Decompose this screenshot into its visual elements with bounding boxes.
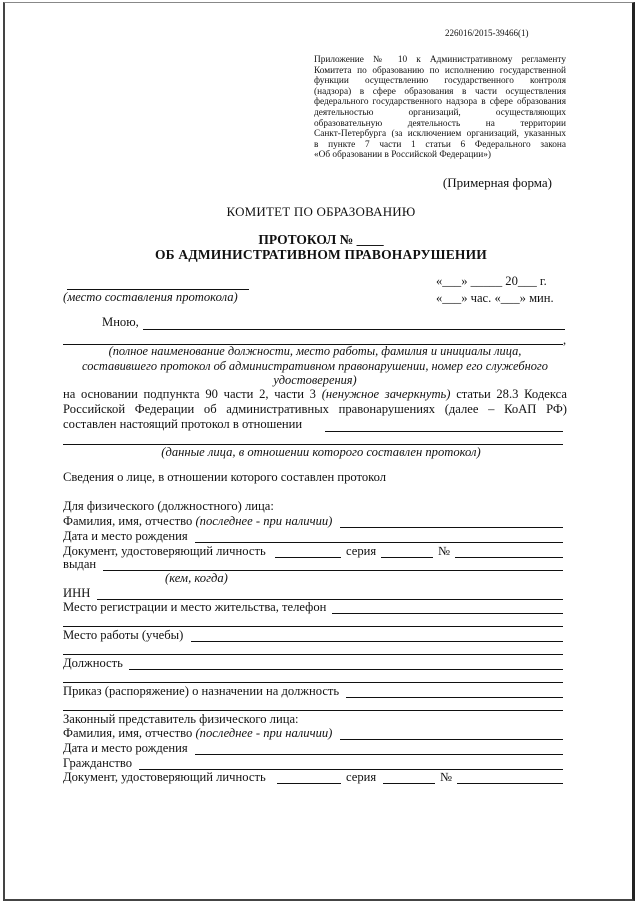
individual-heading: Для физического (должностного) лица:	[63, 499, 274, 513]
sample-form-label: (Примерная форма)	[442, 175, 552, 190]
work-field[interactable]	[191, 641, 563, 642]
series-label: серия	[346, 544, 377, 558]
date-field[interactable]: «___» _____ 20___ г.	[436, 274, 547, 288]
annex-line: деятельностью организаций, осуществляющих	[314, 107, 566, 118]
birth-field[interactable]	[195, 542, 563, 543]
work-field-line2[interactable]	[63, 654, 563, 655]
annex-reference	[314, 55, 566, 161]
position-field-line2[interactable]	[63, 682, 563, 683]
representative-heading: Законный представитель физического лица:	[63, 712, 299, 726]
series-field[interactable]	[381, 557, 433, 558]
rep-number-label: №	[440, 770, 453, 784]
basis-line-1: на основании подпункта 90 части 2, части 3 (ненужное зачеркнуть) статьи 28.3 Кодекса	[63, 387, 567, 401]
annex-line: Санкт-Петербурга (за исключением организаций, указанных	[314, 129, 566, 140]
rep-series-field[interactable]	[383, 783, 435, 784]
number-field[interactable]	[455, 557, 563, 558]
rep-birth-field[interactable]	[195, 754, 563, 755]
official-caption	[63, 344, 567, 388]
protocol-title: ПРОТОКОЛ № ____	[258, 232, 384, 247]
rep-number-field[interactable]	[457, 783, 563, 784]
birth-label: Дата и место рождения	[63, 529, 188, 543]
caption-line: удостоверения)	[273, 373, 357, 387]
caption-line: составившего протокол об административном правонарушении, номер его служебного	[82, 358, 548, 373]
annex-line: федерального государственного надзора в сфере образования	[314, 97, 566, 108]
annex-line: (надзора) в сфере образования в части осуществления	[314, 86, 566, 97]
registration-field[interactable]	[332, 613, 563, 614]
issued-caption: (кем, когда)	[165, 571, 228, 585]
info-heading: Сведения о лице, в отношении которого составлен протокол	[63, 470, 387, 484]
rep-document-type-field[interactable]	[277, 783, 341, 784]
annex-line: функции осуществлению государственного контроля	[314, 76, 566, 87]
rep-series-label: серия	[346, 770, 377, 784]
caption-line: (полное наименование должности, место работы, фамилия и инициалы лица,	[108, 344, 522, 358]
basis-line-2: Российской Федерации об административных правонарушениях (далее – КоАП РФ)	[63, 402, 567, 416]
position-field[interactable]	[129, 669, 563, 670]
place-caption: (место составления протокола)	[63, 290, 238, 304]
annex-line: Приложение № 10 к Административному регламенту	[314, 55, 566, 65]
registration-label: Место регистрации и место жительства, телефон	[63, 600, 327, 614]
annex-line: в пункте 7 части 1 статьи 6 Федерального закона	[314, 139, 566, 150]
rep-fio-field[interactable]	[340, 739, 563, 740]
number-label: №	[438, 544, 451, 558]
rep-fio-label: Фамилия, имя, отчество (последнее - при наличии)	[63, 726, 333, 740]
document-label: Документ, удостоверяющий личность	[63, 544, 266, 558]
fio-label: Фамилия, имя, отчество (последнее - при наличии)	[63, 514, 333, 528]
by-me-label: Мною,	[102, 315, 139, 329]
basis-line-3: составлен настоящий протокол в отношении	[63, 417, 303, 431]
annex-line: Комитета по образованию по исполнению государственной	[314, 65, 566, 76]
protocol-subject: ОБ АДМИНИСТРАТИВНОМ ПРАВОНАРУШЕНИИ	[154, 247, 488, 262]
committee-name: КОМИТЕТ ПО ОБРАЗОВАНИЮ	[226, 204, 416, 219]
person-caption: (данные лица, в отношении которого составлен протокол)	[161, 445, 481, 459]
inn-label: ИНН	[63, 586, 91, 600]
order-field[interactable]	[346, 697, 563, 698]
comma: ,	[563, 333, 567, 347]
order-field-line2[interactable]	[63, 710, 563, 711]
official-field[interactable]	[143, 329, 565, 330]
document-type-field[interactable]	[275, 557, 341, 558]
work-label: Место работы (учебы)	[63, 628, 184, 642]
position-label: Должность	[63, 656, 123, 670]
annex-line: образовательную деятельность на территории	[314, 118, 566, 129]
person-field[interactable]	[325, 431, 563, 432]
time-field[interactable]: «___» час. «___» мин.	[436, 291, 554, 305]
document-page	[3, 2, 635, 901]
document-number: 226016/2015-39466(1)	[445, 28, 529, 38]
rep-document-label: Документ, удостоверяющий личность	[63, 770, 266, 784]
rep-citizenship-label: Гражданство	[63, 756, 133, 770]
rep-birth-label: Дата и место рождения	[63, 741, 188, 755]
order-label: Приказ (распоряжение) о назначении на должность	[63, 684, 340, 698]
fio-field[interactable]	[340, 527, 563, 528]
registration-field-line2[interactable]	[63, 626, 563, 627]
issued-label: выдан	[63, 557, 97, 571]
annex-line: «Об образовании в Российской Федерации»)	[314, 150, 491, 161]
